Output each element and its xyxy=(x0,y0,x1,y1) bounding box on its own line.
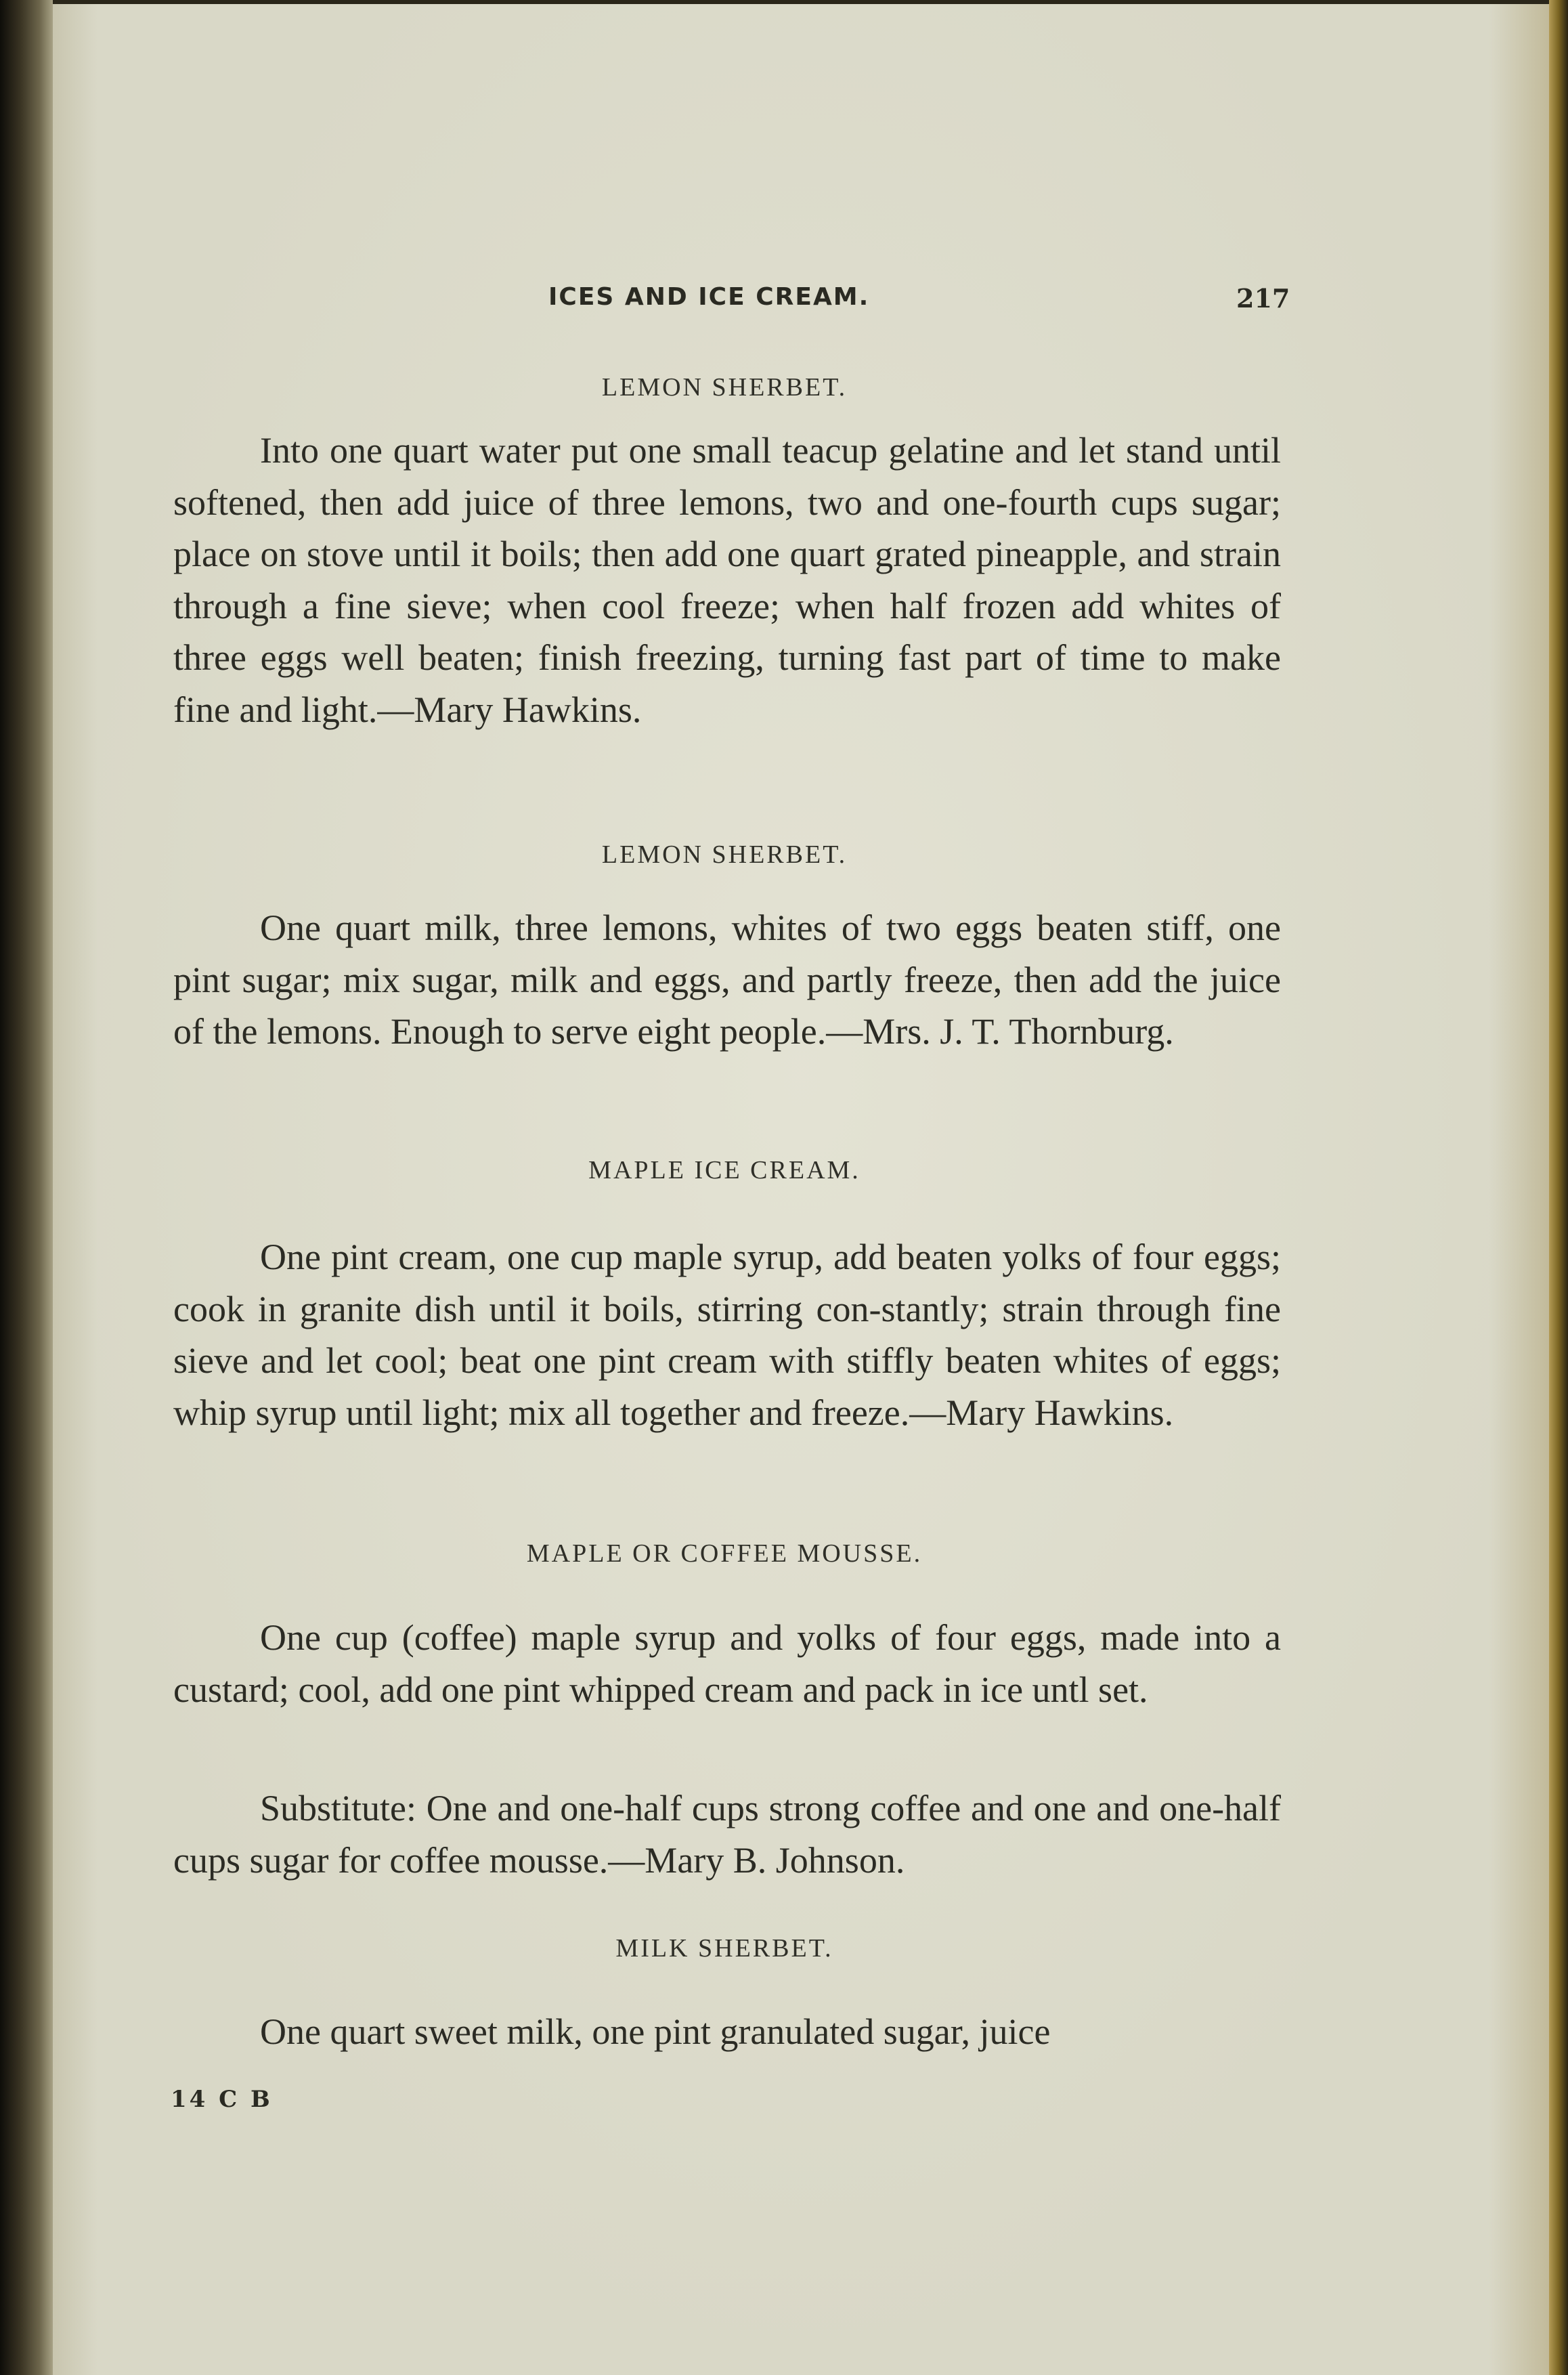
recipe-paragraph: One pint cream, one cup maple syrup, add beaten yolks of four eggs; cook in granite dish until it boils, stirring con-stantly; strain through fine sieve and let cool; beat one pint cream with stiffly beaten whites of eggs; whip syrup until light; mix all together and freeze.—Mary Hawkins. xyxy=(173,1237,1281,1433)
page-number: 217 xyxy=(1236,283,1290,314)
recipe-title: MAPLE OR COFFEE MOUSSE. xyxy=(526,1539,923,1568)
book-spine-shadow xyxy=(0,0,53,2375)
page-fore-edge xyxy=(1549,0,1568,2375)
recipe-paragraph: Substitute: One and one-half cups strong coffee and one and one-half cups sugar for coffee mousse.—Mary B. Johnson. xyxy=(173,1788,1281,1881)
running-head: ICES AND ICE CREAM. xyxy=(548,283,870,311)
recipe-title: LEMON SHERBET. xyxy=(601,373,848,402)
recipe-title: LEMON SHERBET. xyxy=(601,840,848,869)
recipe-paragraph: One quart sweet milk, one pint granulated sugar, juice xyxy=(260,2011,1051,2052)
recipe-title: MILK SHERBET. xyxy=(615,1934,833,1963)
recipe-paragraph: Into one quart water put one small teacup gelatine and let stand until softened, then add juice of three lemons, two and one-fourth cups sugar; place on stove until it boils; then add one quart grated pineapple, and strain through a fine sieve; when cool freeze; when half frozen add whites of three eggs well beaten; finish freezing, turning fast part of time to make fine and light.—Mary Hawkins. xyxy=(173,430,1281,730)
recipe-paragraph: One cup (coffee) maple syrup and yolks of four eggs, made into a custard; cool, add one pint whipped cream and pack in ice untl set. xyxy=(173,1617,1281,1710)
recipe-title: MAPLE ICE CREAM. xyxy=(588,1156,861,1184)
recipe-paragraph: One quart milk, three lemons, whites of two eggs beaten stiff, one pint sugar; mix sugar, milk and eggs, and partly freeze, then add the juice of the lemons. Enough to serve eight people.—Mrs. J. T. Thornburg. xyxy=(173,907,1281,1052)
printer-signature-mark: 14 C B xyxy=(171,2086,273,2113)
